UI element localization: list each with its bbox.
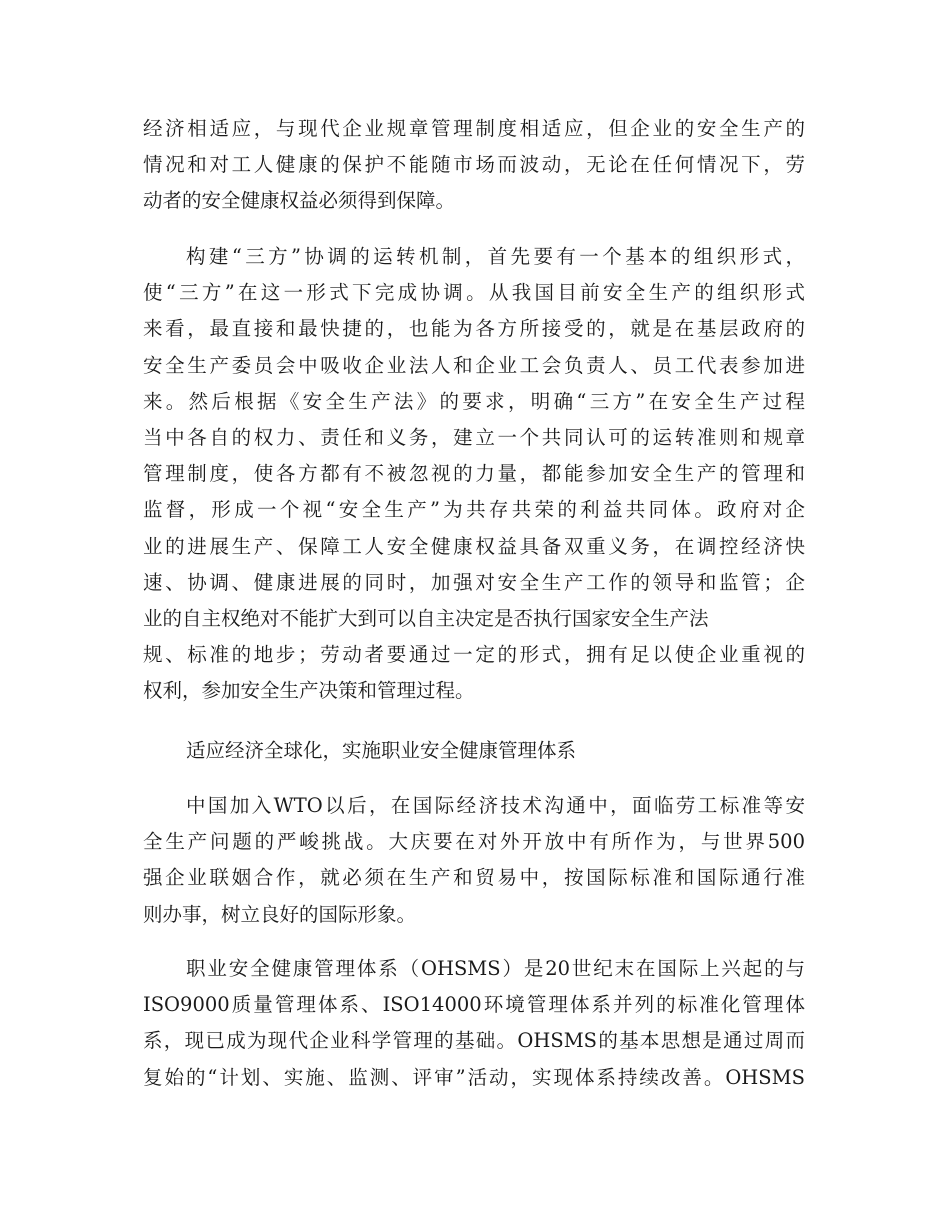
heading-line: 适应经济全球化，实施职业安全健康管理体系 <box>186 739 577 762</box>
paragraph-2 <box>143 239 805 709</box>
text-line: 情况和对工人健康的保护不能随市场而波动，无论在任何情况下，劳 <box>143 153 805 177</box>
text-line: 系，现已成为现代企业科学管理的基础。OHSMS的基本思想是通过周而 <box>143 1029 805 1053</box>
text-line: 动者的安全健康权益必须得到保障。 <box>143 189 456 213</box>
text-line: 强企业联姻合作，就必须在生产和贸易中，按国际标准和国际通行准 <box>143 866 805 890</box>
text-line: 来。然后根据《安全生产法》的要求，明确“三方”在安全生产过程 <box>143 389 805 413</box>
text-line: 来看，最直接和最快捷的，也能为各方所接受的，就是在基层政府的 <box>143 317 805 341</box>
paragraph-1 <box>143 111 805 220</box>
text-line: 构建“三方”协调的运转机制，首先要有一个基本的组织形式， <box>186 245 805 268</box>
text-line: 经济相适应，与现代企业规章管理制度相适应，但企业的安全生产的 <box>143 117 805 140</box>
text-line: 全生产问题的严峻挑战。大庆要在对外开放中有所作为，与世界500 <box>143 830 805 854</box>
paragraph-4 <box>143 951 805 1096</box>
text-line: 当中各自的权力、责任和义务，建立一个共同认可的运转准则和规章 <box>143 425 805 449</box>
text-line: ISO9000质量管理体系、ISO14000环境管理体系并列的标准化管理体 <box>143 993 805 1017</box>
text-line: 业的进展生产、保障工人安全健康权益具备双重义务，在调控经济快 <box>143 534 805 558</box>
text-line: 速、协调、健康进展的同时，加强对安全生产工作的领导和监管；企 <box>143 570 805 594</box>
text-line: 权利，参加安全生产决策和管理过程。 <box>143 679 475 703</box>
section-heading <box>143 733 805 769</box>
paragraph-3 <box>143 788 805 933</box>
text-line: 管理制度，使各方都有不被忽视的力量，都能参加安全生产的管理和 <box>143 462 805 486</box>
text-line: 监督，形成一个视“安全生产”为共存共荣的利益共同体。政府对企 <box>143 498 805 522</box>
text-line: 业的自主权绝对不能扩大到可以自主决定是否执行国家安全生产法 <box>143 606 709 630</box>
text-line: 则办事，树立良好的国际形象。 <box>143 902 417 926</box>
text-line: 职业安全健康管理体系（OHSMS）是20世纪末在国际上兴起的与 <box>186 957 805 980</box>
text-line: 安全生产委员会中吸收企业法人和企业工会负责人、员工代表参加进 <box>143 353 805 377</box>
text-line: 复始的“计划、实施、监测、评审”活动，实现体系持续改善。OHSMS <box>143 1065 805 1089</box>
text-line: 使“三方”在这一形式下完成协调。从我国目前安全生产的组织形式 <box>143 281 805 305</box>
text-line: 规、标准的地步；劳动者要通过一定的形式，拥有足以使企业重视的 <box>143 643 805 667</box>
text-line: 中国加入WTO以后，在国际经济技术沟通中，面临劳工标准等安 <box>186 794 805 817</box>
